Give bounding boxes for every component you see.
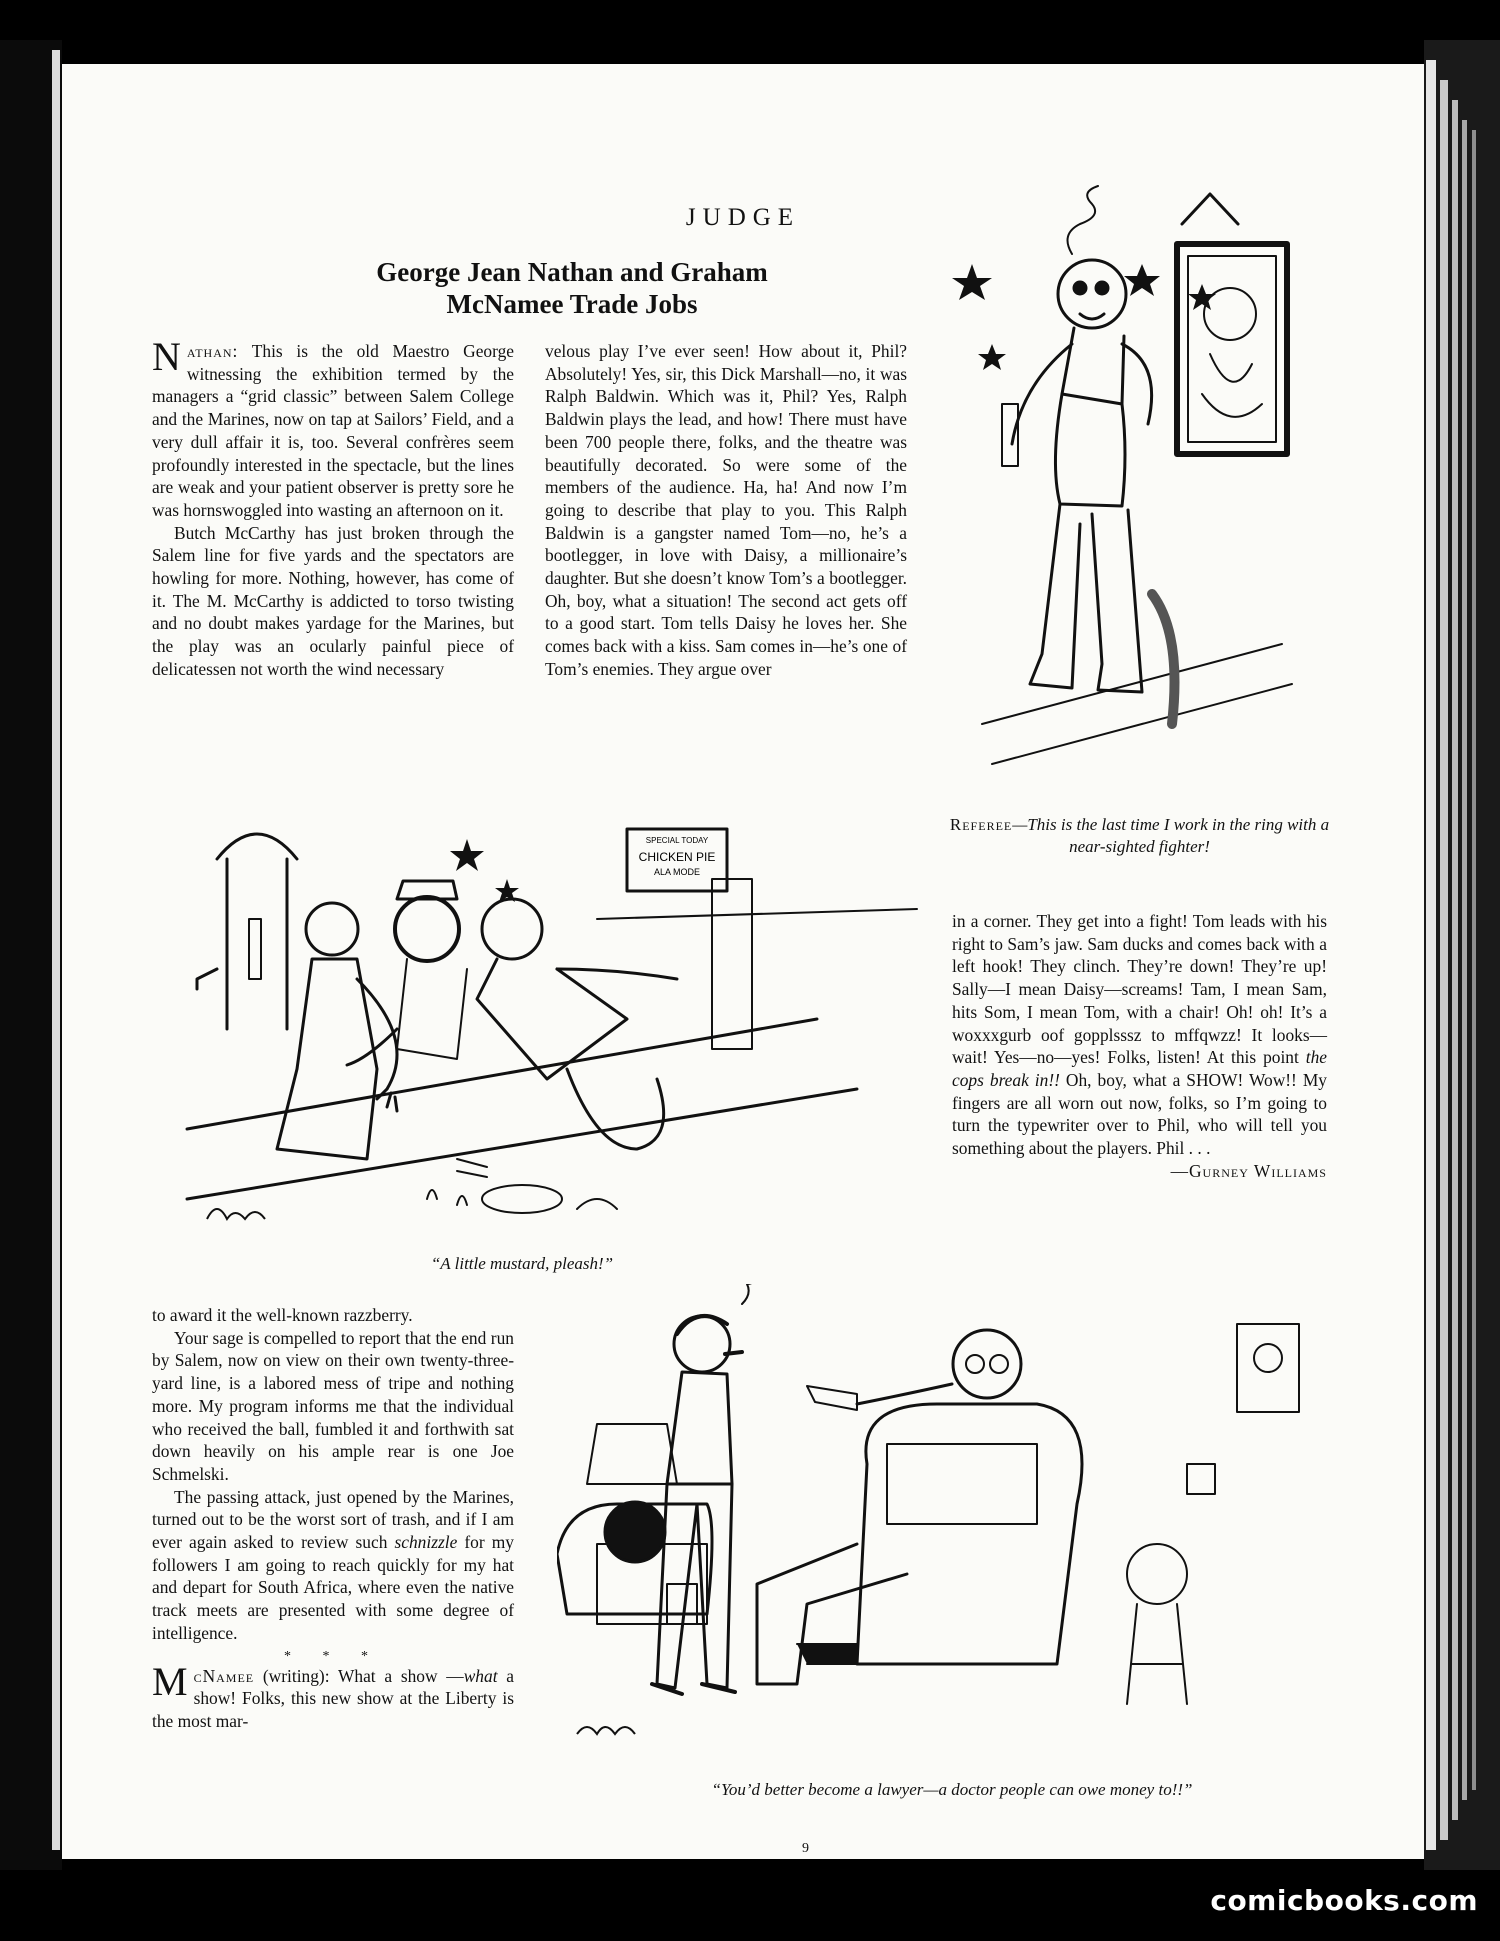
col4-paragraph-3 [152, 1486, 514, 1645]
mustard-cartoon [157, 819, 927, 1239]
referee-caption-text: —This is the last time I work in the ring with a near-sighted fighter! [1012, 815, 1330, 856]
col3-text-b: Oh, boy, what a SHOW! Wow!! My fingers are all worn out now, folks, so I’m going to turn the typewriter over to Phil, who will tell you something about the players. Phil . . . [952, 1069, 1327, 1159]
referee-caption [942, 814, 1337, 858]
col1-paragraph-1 [152, 334, 514, 522]
title-line-1: George Jean Nathan and Graham [376, 257, 768, 287]
drop-cap-m: M [152, 1658, 188, 1704]
artist-signature [207, 1209, 265, 1219]
article-title [292, 256, 852, 320]
picture-hook-icon [1182, 194, 1238, 224]
col4-text-b: for my followers I am going to reach quickly for my hat and depart for South Africa, where even the native track meets are presented with some degree of intelligence. [152, 1532, 514, 1643]
column-3 [952, 910, 1327, 1182]
column-4 [152, 1304, 514, 1733]
col4-text-em: schnizzle [394, 1532, 458, 1553]
pipe-icon [725, 1352, 742, 1354]
book-binding-edge [1424, 40, 1500, 1870]
page-number: 9 [802, 1841, 809, 1856]
byline: —Gurney Williams [1170, 1160, 1327, 1181]
left-page-edge [0, 40, 62, 1870]
drop-cap-n: N [152, 334, 181, 379]
mirror-frame [1177, 244, 1287, 454]
mustard-caption: “A little mustard, pleash!” [430, 1254, 614, 1273]
title-line-2: McNamee Trade Jobs [446, 289, 698, 319]
smoke-icon [742, 1284, 755, 1304]
speaker-nathan: athan: [186, 341, 239, 361]
col4-text-a: The passing attack, just opened by the Marines, turned out to be the worst sort of trash, and if I am ever again asked to review such [152, 1486, 514, 1553]
menu-sign-line-1: SPECIAL TODAY [645, 836, 709, 845]
col4-paragraph-2: Your sage is compelled to report that the end run by Salem, now on view on their own twenty-three-yard line, is a labored mess of tripe and nothing more. My program informs me that the individual who received the ball, fumbled it and forthwith sat down heavily on his ample rear is one Joe Schmelski. [152, 1327, 514, 1484]
column-2 [545, 340, 907, 681]
watermark: comicbooks.com [1210, 1884, 1478, 1917]
col3-text-em: the cops break in!! [952, 1047, 1327, 1090]
wall-outlet [1187, 1464, 1215, 1494]
col1-paragraph-2: Butch McCarthy has just broken through the Salem line for five yards and the spectators are howling for more. Nothing, however, has come of it. The M. McCarthy is addicted to torso twisting and no doubt makes yardage for the Marines, but the play was an ocularly painful piece of delicatessen not worth the wind necessary [152, 522, 514, 679]
col1-text-1: This is the old Maestro George witnessing the exhibition termed by the managers a “grid classic” between Salem College and the Marines, now on tap at Sailors’ Field, and a very dull affair it is, too. Several confrères seem profoundly interested in the spectacle, but the lines are weak and your patient observer is pretty sore he was hornswoggled into wasting an afternoon on it. [152, 341, 514, 520]
hanging-coat [712, 879, 752, 1049]
menu-sign-line-3: ALA MODE [653, 867, 701, 877]
section-stars: * * * [284, 1648, 382, 1664]
col4-paragraph-1: to award it the well-known razzberry. [152, 1305, 413, 1325]
star-icon [1188, 284, 1216, 310]
star-icon [978, 344, 1006, 370]
speaker-mcnamee: cNamee [193, 1665, 255, 1686]
side-table [1127, 1544, 1187, 1604]
lawyer-cartoon [557, 1284, 1367, 1779]
newspaper [887, 1444, 1037, 1524]
col4-text-c: (writing): What a show — [254, 1665, 464, 1686]
star-icon [952, 264, 992, 300]
magazine-page [62, 64, 1424, 1859]
col3-paragraph-1 [952, 910, 1327, 1160]
dizzy-swirl-icon [1068, 186, 1099, 254]
table-lamp [605, 1502, 665, 1562]
star-icon [1124, 264, 1160, 296]
col4-paragraph-4 [152, 1658, 514, 1733]
artist-signature [577, 1727, 635, 1734]
column-1 [152, 334, 514, 681]
dog-icon [797, 1644, 857, 1664]
referee-caption-speaker: Referee [949, 815, 1013, 834]
col4-text-d: a show! Folks, this new show at the Liberty is the most mar- [152, 1665, 514, 1731]
col3-text-a: in a corner. They get into a fight! Tom leads with his right to Sam’s jaw. Sam ducks and comes back with a left hook! They clinch. They’re down! They’re up! Sally—I mean Daisy—screams! Tam, I mean Sam, hits Som, I mean Tom, with a chair! Oh! oh! It’s a woxxxgurb oof gopplsssz to mffqwzz! It looks—wait! Yes—no—yes! Folks, listen! At this point [952, 911, 1327, 1068]
col2-paragraph-1: velous play I’ve ever seen! How about it, Phil? Absolutely! Yes, sir, this Dick Marshall—no, it was Ralph Baldwin. Which was it, Phil? Yes, Ralph Baldwin plays the lead, and how! There must have been 700 people there, folks, and the theatre was beautifully decorated. So were some of the members of the audience. Ha, ha! And now I’m going to describe that play to you. This Ralph Baldwin is a gangster named Tom—no, he’s a bootlegger, in love with Daisy, a millionaire’s daughter. But she doesn’t know Tom’s a bootlegger. Oh, boy, what a situation! The second act gets off to a good start. Tom tells Daisy he loves her. She comes back with a kiss. Sam comes in—he’s one of Tom’s enemies. They argue over [545, 341, 907, 679]
running-head: JUDGE [685, 204, 801, 231]
col4-text-em-2: what [463, 1665, 498, 1686]
menu-sign-line-2: CHICKEN PIE [638, 850, 716, 864]
star-icon [450, 839, 484, 871]
lawyer-caption: “You’d better become a lawyer—a doctor people can owe money to!!” [711, 1780, 1193, 1799]
wall-portrait [1237, 1324, 1299, 1412]
referee-cartoon [952, 164, 1332, 804]
coffee-urn [217, 834, 297, 1029]
